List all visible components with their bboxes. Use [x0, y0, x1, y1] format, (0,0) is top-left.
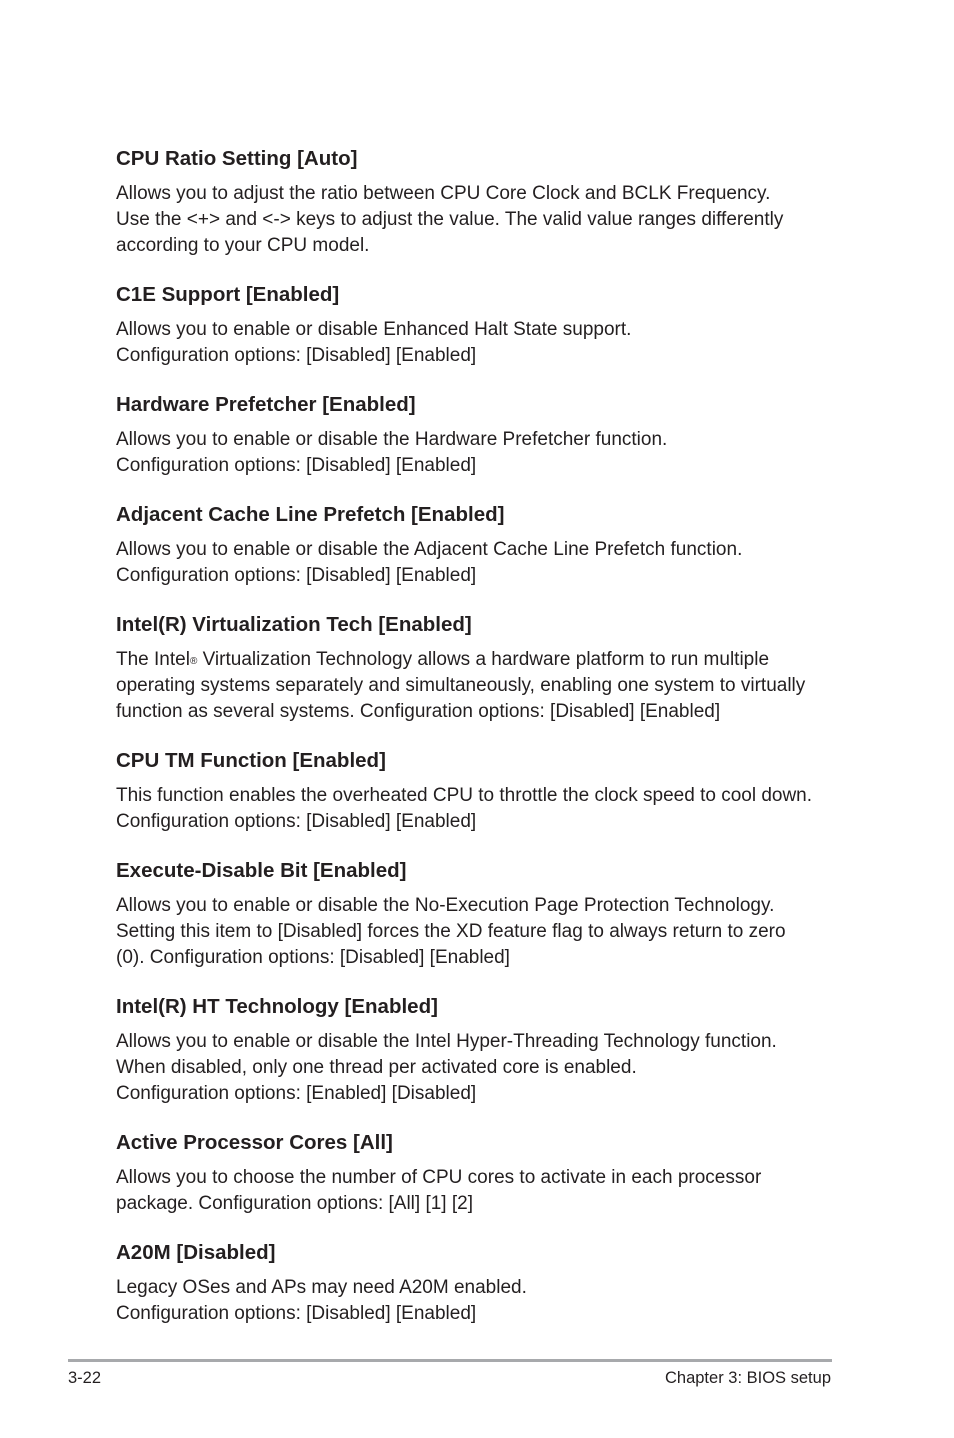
description-line: Configuration options: [Disabled] [Enabled]	[116, 455, 477, 476]
section-description	[116, 1165, 846, 1217]
description-line: package. Configuration options: [All] [1] [2]	[116, 1193, 473, 1214]
intro-text: Virtualization Technology allows a hardware platform to run multiple	[197, 649, 770, 670]
section-heading: Intel(R) HT Technology [Enabled]	[116, 995, 438, 1018]
section-description	[116, 783, 846, 835]
intro-text: The Intel	[116, 649, 190, 670]
section-cpu-ratio-setting	[116, 145, 846, 259]
description-line	[116, 647, 846, 673]
section-hardware-prefetcher	[116, 391, 846, 479]
description-line: Configuration options: [Disabled] [Enabled]	[116, 811, 477, 832]
description-line: This function enables the overheated CPU to throttle the clock speed to cool down.	[116, 785, 813, 806]
description-line: Allows you to enable or disable the Intel Hyper-Threading Technology function.	[116, 1031, 777, 1052]
description-line: operating systems separately and simultaneously, enabling one system to virtually	[116, 675, 806, 696]
section-intel-virtualization-tech	[116, 611, 846, 725]
section-c1e-support	[116, 281, 846, 369]
chapter-title: Chapter 3: BIOS setup	[664, 1369, 831, 1387]
description-line: Allows you to enable or disable the Hardware Prefetcher function.	[116, 429, 668, 450]
registered-mark: ®	[189, 656, 198, 667]
description-line: Configuration options: [Disabled] [Enabled]	[116, 565, 477, 586]
section-heading: CPU Ratio Setting [Auto]	[116, 147, 358, 170]
section-description	[116, 647, 846, 725]
section-cpu-tm-function	[116, 747, 846, 835]
description-line: Allows you to enable or disable the Adjacent Cache Line Prefetch function.	[116, 539, 743, 560]
description-line: When disabled, only one thread per activated core is enabled.	[116, 1057, 637, 1078]
description-line: Use the <+> and <-> keys to adjust the value. The valid value ranges differently	[116, 209, 784, 230]
section-description	[116, 317, 846, 369]
description-line: Setting this item to [Disabled] forces the XD feature flag to always return to zero	[116, 921, 786, 942]
section-heading: Hardware Prefetcher [Enabled]	[116, 393, 416, 416]
section-description	[116, 537, 846, 589]
section-description	[116, 893, 846, 971]
section-description	[116, 1029, 846, 1107]
description-line: Allows you to enable or disable Enhanced Halt State support.	[116, 319, 632, 340]
section-intel-ht-technology	[116, 993, 846, 1107]
description-line: Allows you to enable or disable the No-Execution Page Protection Technology.	[116, 895, 775, 916]
description-line: Configuration options: [Disabled] [Enabled]	[116, 1303, 477, 1324]
section-heading: A20M [Disabled]	[116, 1241, 276, 1264]
footer-divider	[68, 1359, 832, 1362]
section-heading: C1E Support [Enabled]	[116, 283, 340, 306]
description-line: Configuration options: [Enabled] [Disabled]	[116, 1083, 477, 1104]
section-heading: CPU TM Function [Enabled]	[116, 749, 386, 772]
section-description	[116, 1275, 846, 1327]
description-line: Configuration options: [Disabled] [Enabled]	[116, 345, 477, 366]
description-line: Allows you to choose the number of CPU cores to activate in each processor	[116, 1167, 762, 1188]
section-adjacent-cache-line-prefetch	[116, 501, 846, 589]
section-heading: Active Processor Cores [All]	[116, 1131, 393, 1154]
description-line: function as several systems. Configuration options: [Disabled] [Enabled]	[116, 701, 721, 722]
section-heading: Execute-Disable Bit [Enabled]	[116, 859, 407, 882]
section-execute-disable-bit	[116, 857, 846, 971]
page-number: 3-22	[68, 1369, 102, 1387]
section-a20m	[116, 1239, 846, 1327]
section-heading: Intel(R) Virtualization Tech [Enabled]	[116, 613, 472, 636]
section-description	[116, 427, 846, 479]
section-description	[116, 181, 846, 259]
section-heading: Adjacent Cache Line Prefetch [Enabled]	[116, 503, 505, 526]
manual-page-content	[116, 145, 846, 1349]
section-active-processor-cores	[116, 1129, 846, 1217]
description-line: (0). Configuration options: [Disabled] [Enabled]	[116, 947, 510, 968]
description-line: Allows you to adjust the ratio between CPU Core Clock and BCLK Frequency.	[116, 183, 771, 204]
description-line: according to your CPU model.	[116, 235, 370, 256]
description-line: Legacy OSes and APs may need A20M enabled.	[116, 1277, 527, 1298]
